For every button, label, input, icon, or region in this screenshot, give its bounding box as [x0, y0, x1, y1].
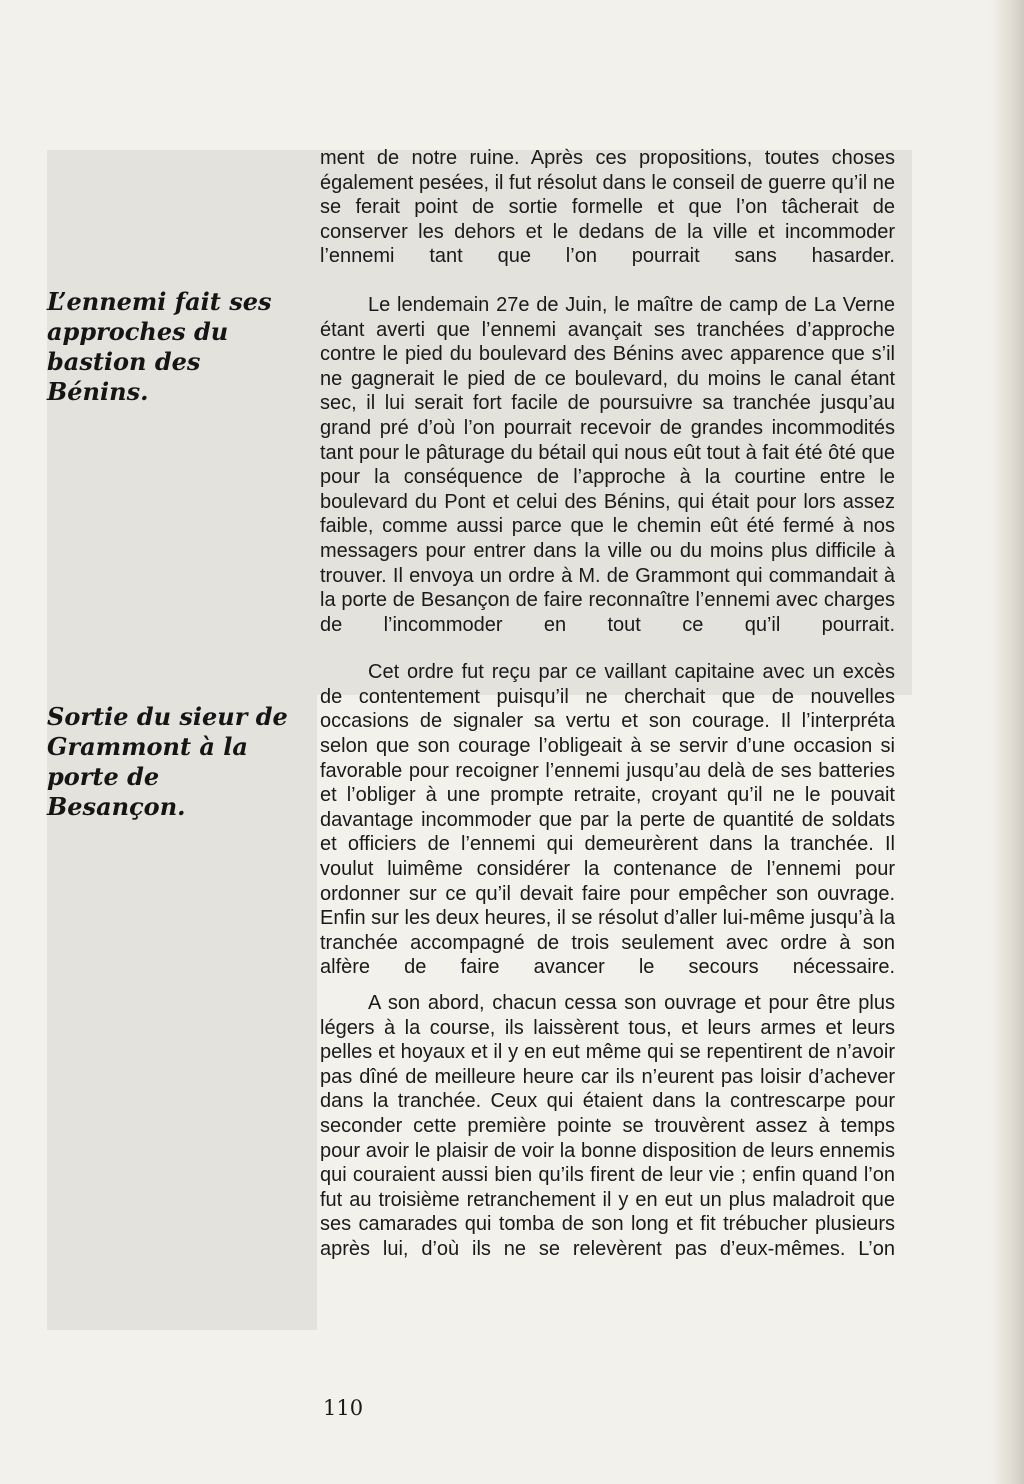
page-edge-shadow: [990, 0, 1024, 1484]
margin-note-line: bastion des: [47, 347, 201, 376]
paragraph: ment de notre ruine. Après ces propositions, toutes choses également pesées, il fut résolut dans le conseil de guerre qu’il ne se ferait point de sortie formelle et que l’on tâcherait de conserver les dehors et le dedans de la ville et incommoder l’ennemi tant que l’on pourrait sans hasarder.: [320, 147, 895, 268]
margin-note-line: Sortie du sieur de: [47, 702, 288, 731]
margin-note-benins: [47, 287, 307, 407]
margin-note-line: approches du: [47, 317, 229, 346]
margin-note-grammont: [47, 702, 307, 822]
body-text: [320, 146, 895, 1262]
margin-note-line: porte de: [47, 762, 160, 791]
margin-note-line: Bénins.: [47, 377, 149, 406]
paragraph: Cet ordre fut reçu par ce vaillant capitaine avec un excès de contentement puisqu’il ne cherchait que de nouvelles occasions de signaler sa vertu et son courage. Il l’interpréta selon que son courage l’obligeait à se servir d’une occasion si favorable pour recoigner l’ennemi jusqu’au delà de ses batteries et l’obliger à une prompte retraite, croyant qu’il ne le pouvait davantage incommoder que par la perte de quantité de soldats et officiers de l’ennemi qui demeurèrent dans la tranchée. Il voulut luimême considérer la contenance de l’ennemi pour ordonner sur ce qu’il devait faire pour empêcher son ouvrage. Enfin sur les deux heures, il se résolut d’aller lui-même jusqu’à la tranchée accompagné de trois seulement avec ordre à son alfère de faire avancer le secours nécessaire.: [320, 661, 895, 979]
paragraph: A son abord, chacun cessa son ouvrage et pour être plus légers à la course, ils laissèrent tous, et leurs armes et leurs pelles et hoyaux et il y en eut même qui se repentirent de n’avoir pas dîné de meilleure heure car ils n’eurent pas loisir d’achever dans la tranchée. Ceux qui étaient dans la contrescarpe pour seconder cette première pointe se trouvèrent assez à temps pour avoir le plaisir de voir la bonne disposition de leurs ennemis qui couraient aussi bien qu’ils firent de leur vie ; enfin quand l’on fut au troisième retranchement il y en eut un plus maladroit que ses camarades qui tomba de son long et fit trébucher plusieurs après lui, d’où ils ne se relevèrent pas d’eux-mêmes. L’on: [320, 992, 895, 1260]
page-number: 110: [323, 1396, 364, 1420]
margin-note-line: L’ennemi fait ses: [47, 287, 272, 316]
margin-note-line: Grammont à la: [47, 732, 248, 761]
margin-note-line: Besançon.: [47, 792, 186, 821]
paragraph: Le lendemain 27e de Juin, le maître de camp de La Verne étant averti que l’ennemi avançait ses tranchées d’approche contre le pied du boulevard des Bénins avec apparence que s’il ne gagnerait le pied de ce boulevard, du moins le canal étant sec, il lui serait fort facile de poursuivre sa tranchée jusqu’au grand pré d’où l’on pourrait recevoir de grandes incommodités tant pour le pâturage du bétail qui nous eût tout à fait été ôté que pour la conséquence de l’approche à la courtine entre le boulevard du Pont et celui des Bénins, qui était pour lors assez faible, comme aussi parce que le chemin eût été fermé à nos messagers pour entrer dans la ville ou du moins plus difficile à trouver. Il envoya un ordre à M. de Grammont qui commandait à la porte de Besançon de faire reconnaître l’ennemi avec charges de l’incommoder en tout ce qu’il pourrait.: [320, 293, 895, 636]
